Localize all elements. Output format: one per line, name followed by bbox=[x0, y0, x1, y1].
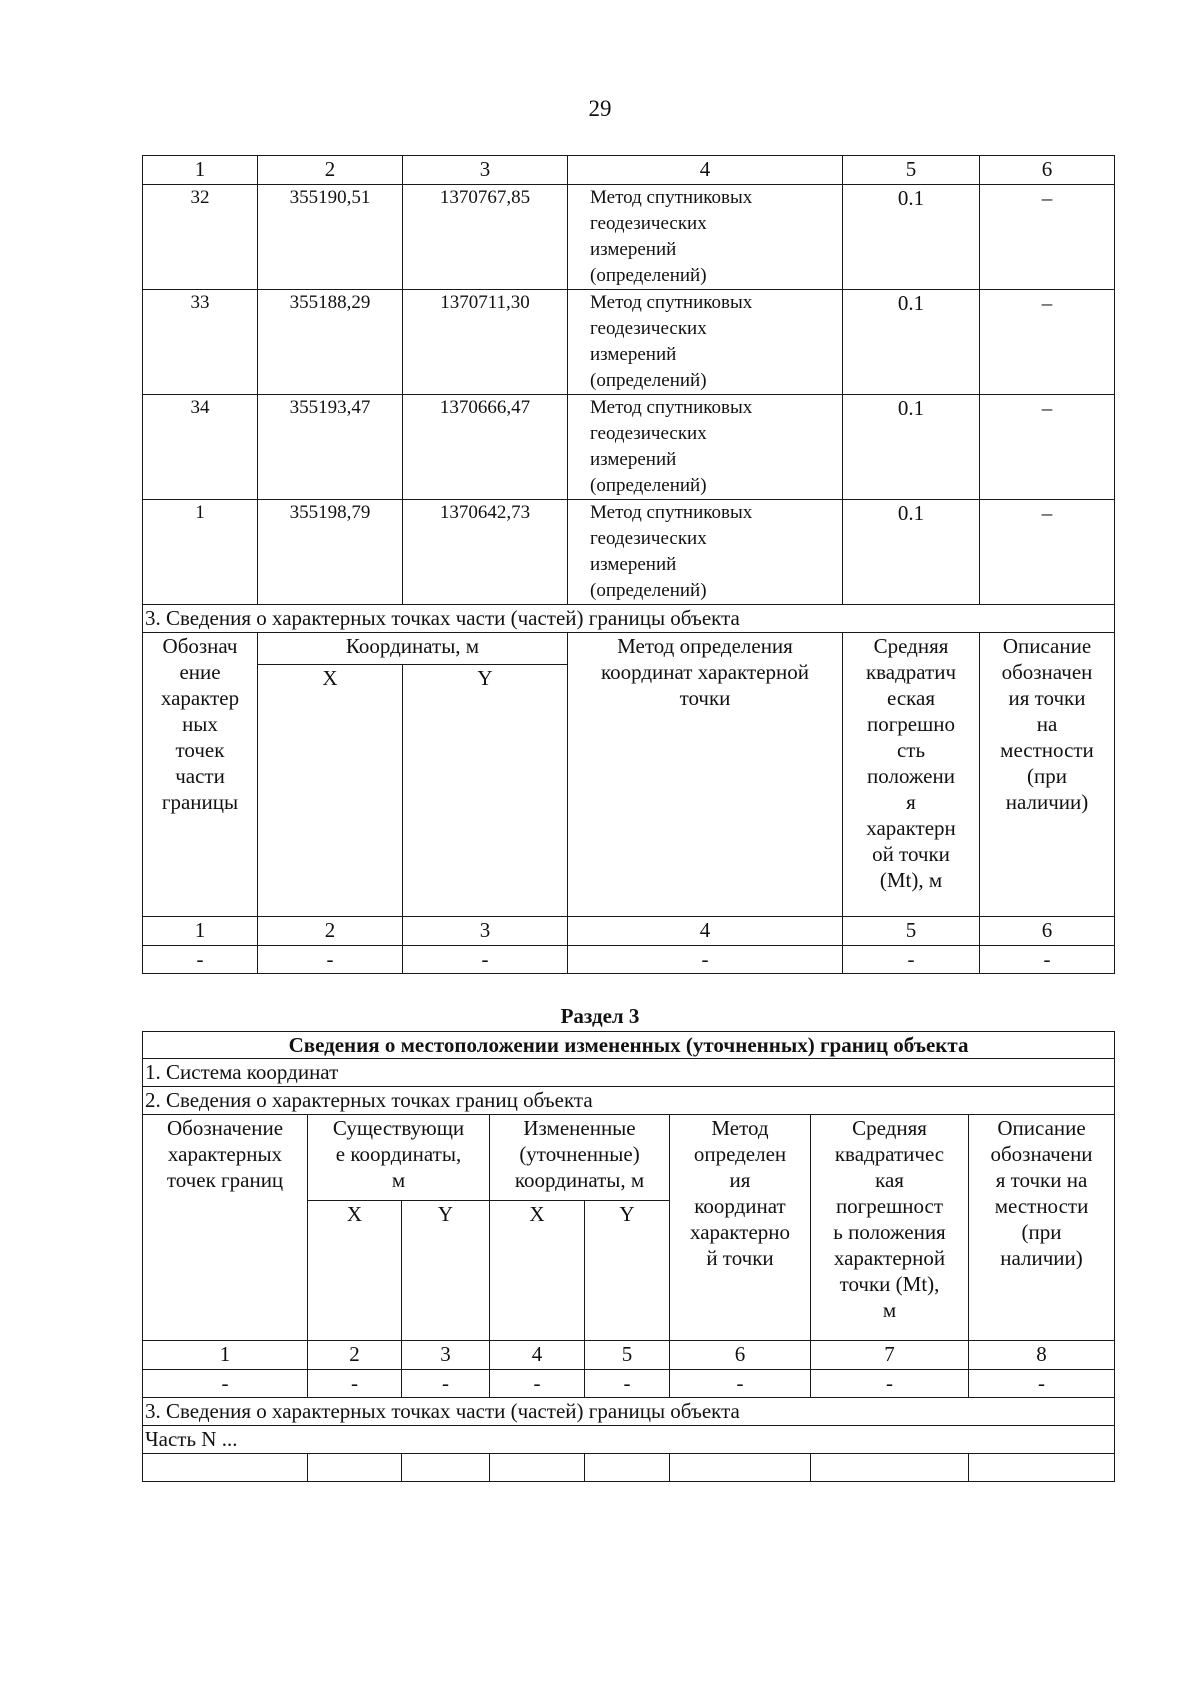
col-num: 7 bbox=[811, 1341, 969, 1370]
empty-cell: - bbox=[143, 946, 258, 974]
col-num: 1 bbox=[143, 156, 258, 185]
boundary-points-table bbox=[142, 155, 1115, 974]
column-numbers-row bbox=[143, 917, 1115, 946]
empty-cell: - bbox=[585, 1370, 670, 1398]
method-line: Метод спутниковых bbox=[590, 187, 753, 208]
col-num: 3 bbox=[403, 917, 568, 946]
method-line: (определений) bbox=[590, 265, 707, 286]
coord-system: 1. Система координат bbox=[143, 1059, 1115, 1087]
empty-cell: - bbox=[670, 1370, 811, 1398]
header-line: м bbox=[882, 1298, 897, 1322]
header-line: наличии) bbox=[1005, 790, 1089, 814]
header-line: квадратичес bbox=[834, 1142, 945, 1166]
header-line: погрешност bbox=[835, 1194, 944, 1218]
header-description bbox=[980, 633, 1115, 917]
method-line: (определений) bbox=[590, 580, 707, 601]
header-line: Средняя bbox=[852, 1116, 927, 1140]
header-line: определен bbox=[693, 1142, 787, 1166]
method-line: геодезических bbox=[590, 423, 707, 444]
blank-cell bbox=[490, 1454, 585, 1482]
header-designation bbox=[143, 633, 258, 917]
header-method bbox=[568, 633, 843, 917]
header-line: характер bbox=[160, 686, 240, 710]
header-changed-x: X bbox=[490, 1201, 585, 1341]
point-number: 33 bbox=[143, 290, 258, 395]
method-cell bbox=[568, 290, 843, 395]
header-line: (при bbox=[1027, 764, 1067, 788]
header-line: м bbox=[391, 1168, 406, 1192]
header-line: характерн bbox=[866, 816, 956, 840]
coord-x: 355188,29 bbox=[258, 290, 403, 395]
header-line: Существующи bbox=[332, 1116, 465, 1140]
mt-value: 0.1 bbox=[843, 185, 980, 290]
header-coords: Координаты, м bbox=[258, 633, 568, 665]
header-line: точки bbox=[679, 686, 731, 710]
col-num: 5 bbox=[843, 156, 980, 185]
header-line: координат характерной bbox=[601, 660, 809, 684]
header-line: Описание bbox=[1002, 634, 1092, 658]
mt-value: 0.1 bbox=[843, 500, 980, 605]
method-cell bbox=[568, 185, 843, 290]
point-number: 34 bbox=[143, 395, 258, 500]
method-line: измерений bbox=[590, 554, 677, 575]
header-y: Y bbox=[403, 665, 568, 917]
header-line: ой точки bbox=[872, 842, 950, 866]
header-line: (при bbox=[1021, 1220, 1062, 1244]
blank-cell bbox=[670, 1454, 811, 1482]
part-heading-row bbox=[143, 1398, 1115, 1426]
empty-cell: - bbox=[980, 946, 1115, 974]
col-num: 5 bbox=[843, 917, 980, 946]
empty-cell: - bbox=[308, 1370, 402, 1398]
blank-cell bbox=[308, 1454, 402, 1482]
header-line: точек bbox=[175, 738, 225, 762]
description: – bbox=[980, 290, 1115, 395]
empty-cell: - bbox=[143, 1370, 308, 1398]
header-line: Метод определения bbox=[617, 634, 793, 658]
col-num: 1 bbox=[143, 917, 258, 946]
empty-row bbox=[143, 946, 1115, 974]
header-line: Метод bbox=[711, 1116, 769, 1140]
blank-row bbox=[143, 1454, 1115, 1482]
col-num: 4 bbox=[568, 156, 843, 185]
coord-x: 355198,79 bbox=[258, 500, 403, 605]
header-line: сть bbox=[896, 738, 926, 762]
part-heading-row bbox=[143, 605, 1115, 633]
method-cell bbox=[568, 500, 843, 605]
col-num: 2 bbox=[308, 1341, 402, 1370]
header-row bbox=[143, 633, 1115, 665]
page-number: 29 bbox=[588, 96, 612, 121]
column-numbers-row bbox=[143, 1341, 1115, 1370]
coord-y: 1370767,85 bbox=[403, 185, 568, 290]
coord-y: 1370666,47 bbox=[403, 395, 568, 500]
changed-boundaries-table bbox=[142, 1031, 1115, 1482]
header-line: я bbox=[906, 790, 916, 814]
empty-cell: - bbox=[811, 1370, 969, 1398]
col-num: 3 bbox=[403, 156, 568, 185]
coord-x: 355193,47 bbox=[258, 395, 403, 500]
header-x: X bbox=[258, 665, 403, 917]
header-line: ия bbox=[729, 1168, 751, 1192]
header-line: точки (Mt), bbox=[839, 1272, 940, 1296]
method-line: геодезических bbox=[590, 318, 707, 339]
header-line: координат bbox=[694, 1194, 786, 1218]
header-line: обозначени bbox=[990, 1142, 1093, 1166]
col-num: 8 bbox=[969, 1341, 1115, 1370]
header-line: ных bbox=[182, 712, 218, 736]
header-designation bbox=[143, 1115, 308, 1341]
empty-cell: - bbox=[258, 946, 403, 974]
col-num: 2 bbox=[258, 156, 403, 185]
header-changed-y: Y bbox=[585, 1201, 670, 1341]
method-line: Метод спутниковых bbox=[590, 502, 753, 523]
empty-cell: - bbox=[568, 946, 843, 974]
header-line: ия точки bbox=[1008, 686, 1086, 710]
header-line: погрешно bbox=[866, 712, 956, 736]
empty-cell: - bbox=[843, 946, 980, 974]
header-mt bbox=[811, 1115, 969, 1341]
header-line: на bbox=[1036, 712, 1058, 736]
header-line: точек границ bbox=[166, 1168, 284, 1192]
header-line: Измененные bbox=[523, 1116, 636, 1140]
method-line: измерений bbox=[590, 449, 677, 470]
col-num: 5 bbox=[585, 1341, 670, 1370]
blank-cell bbox=[969, 1454, 1115, 1482]
table-row bbox=[143, 395, 1115, 500]
part-label: Часть N ... bbox=[143, 1426, 1115, 1454]
mt-value: 0.1 bbox=[843, 290, 980, 395]
header-line: й точки bbox=[706, 1246, 774, 1270]
col-num: 6 bbox=[980, 156, 1115, 185]
header-line: части bbox=[175, 764, 225, 788]
header-method bbox=[670, 1115, 811, 1341]
method-cell bbox=[568, 395, 843, 500]
col-num: 6 bbox=[980, 917, 1115, 946]
coord-y: 1370642,73 bbox=[403, 500, 568, 605]
part-label-row bbox=[143, 1426, 1115, 1454]
table-row bbox=[143, 500, 1115, 605]
header-line: характерно bbox=[689, 1220, 791, 1244]
header-line: наличии) bbox=[1000, 1246, 1083, 1270]
empty-row bbox=[143, 1370, 1115, 1398]
method-line: геодезических bbox=[590, 213, 707, 234]
header-line: ь положения bbox=[833, 1220, 946, 1244]
col-num: 1 bbox=[143, 1341, 308, 1370]
point-number: 32 bbox=[143, 185, 258, 290]
header-line: положени bbox=[867, 764, 955, 788]
header-line: границы bbox=[161, 790, 239, 814]
point-number: 1 bbox=[143, 500, 258, 605]
empty-cell: - bbox=[490, 1370, 585, 1398]
blank-cell bbox=[585, 1454, 670, 1482]
part-heading: 3. Сведения о характерных точках части (частей) границы объекта bbox=[143, 1398, 1115, 1426]
method-line: измерений bbox=[590, 344, 677, 365]
blank-cell bbox=[143, 1454, 308, 1482]
header-line: характерных bbox=[167, 1142, 283, 1166]
col-num: 6 bbox=[670, 1341, 811, 1370]
description: – bbox=[980, 395, 1115, 500]
table-row bbox=[143, 185, 1115, 290]
method-line: измерений bbox=[590, 239, 677, 260]
header-line: квадратич bbox=[865, 660, 957, 684]
header-line: местности bbox=[1000, 738, 1094, 762]
method-line: (определений) bbox=[590, 370, 707, 391]
column-numbers-row bbox=[143, 156, 1115, 185]
col-num: 3 bbox=[402, 1341, 490, 1370]
header-line: Средняя bbox=[873, 634, 949, 658]
section-subtitle: Сведения о местоположении измененных (уточненных) границ объекта bbox=[143, 1032, 1115, 1059]
subtitle-row bbox=[143, 1032, 1115, 1059]
description: – bbox=[980, 185, 1115, 290]
header-line: я точки на bbox=[995, 1168, 1088, 1192]
empty-cell: - bbox=[402, 1370, 490, 1398]
header-line: Обозначение bbox=[166, 1116, 284, 1140]
empty-cell: - bbox=[403, 946, 568, 974]
header-line: местности bbox=[994, 1194, 1089, 1218]
blank-cell bbox=[402, 1454, 490, 1482]
method-line: Метод спутниковых bbox=[590, 397, 753, 418]
header-changed-coords bbox=[490, 1115, 670, 1201]
header-existing-y: Y bbox=[402, 1201, 490, 1341]
header-mt bbox=[843, 633, 980, 917]
part-heading: 3. Сведения о характерных точках части (частей) границы объекта bbox=[143, 605, 1115, 633]
header-line: Обознач bbox=[162, 634, 238, 658]
header-row bbox=[143, 1115, 1115, 1201]
points-heading: 2. Сведения о характерных точках границ объекта bbox=[143, 1087, 1115, 1115]
coord-y: 1370711,30 bbox=[403, 290, 568, 395]
header-line: кая bbox=[875, 1168, 904, 1192]
col-num: 4 bbox=[568, 917, 843, 946]
section-title: Раздел 3 bbox=[560, 1004, 640, 1028]
method-line: (определений) bbox=[590, 475, 707, 496]
header-existing-x: X bbox=[308, 1201, 402, 1341]
col-num: 4 bbox=[490, 1341, 585, 1370]
mt-value: 0.1 bbox=[843, 395, 980, 500]
table-row bbox=[143, 290, 1115, 395]
coord-x: 355190,51 bbox=[258, 185, 403, 290]
method-line: Метод спутниковых bbox=[590, 292, 753, 313]
points-heading-row bbox=[143, 1087, 1115, 1115]
header-line: еская bbox=[886, 686, 936, 710]
header-line: (уточненные) bbox=[519, 1142, 640, 1166]
header-line: е координаты, bbox=[335, 1142, 462, 1166]
header-line: (Mt), м bbox=[879, 868, 943, 892]
description: – bbox=[980, 500, 1115, 605]
header-line: ение bbox=[179, 660, 221, 684]
method-line: геодезических bbox=[590, 528, 707, 549]
header-line: Описание bbox=[997, 1116, 1086, 1140]
coord-system-row bbox=[143, 1059, 1115, 1087]
header-description bbox=[969, 1115, 1115, 1341]
blank-cell bbox=[811, 1454, 969, 1482]
header-existing-coords bbox=[308, 1115, 490, 1201]
col-num: 2 bbox=[258, 917, 403, 946]
empty-cell: - bbox=[969, 1370, 1115, 1398]
header-line: обозначен bbox=[1001, 660, 1093, 684]
header-line: характерной bbox=[833, 1246, 946, 1270]
header-line: координаты, м bbox=[514, 1168, 645, 1192]
